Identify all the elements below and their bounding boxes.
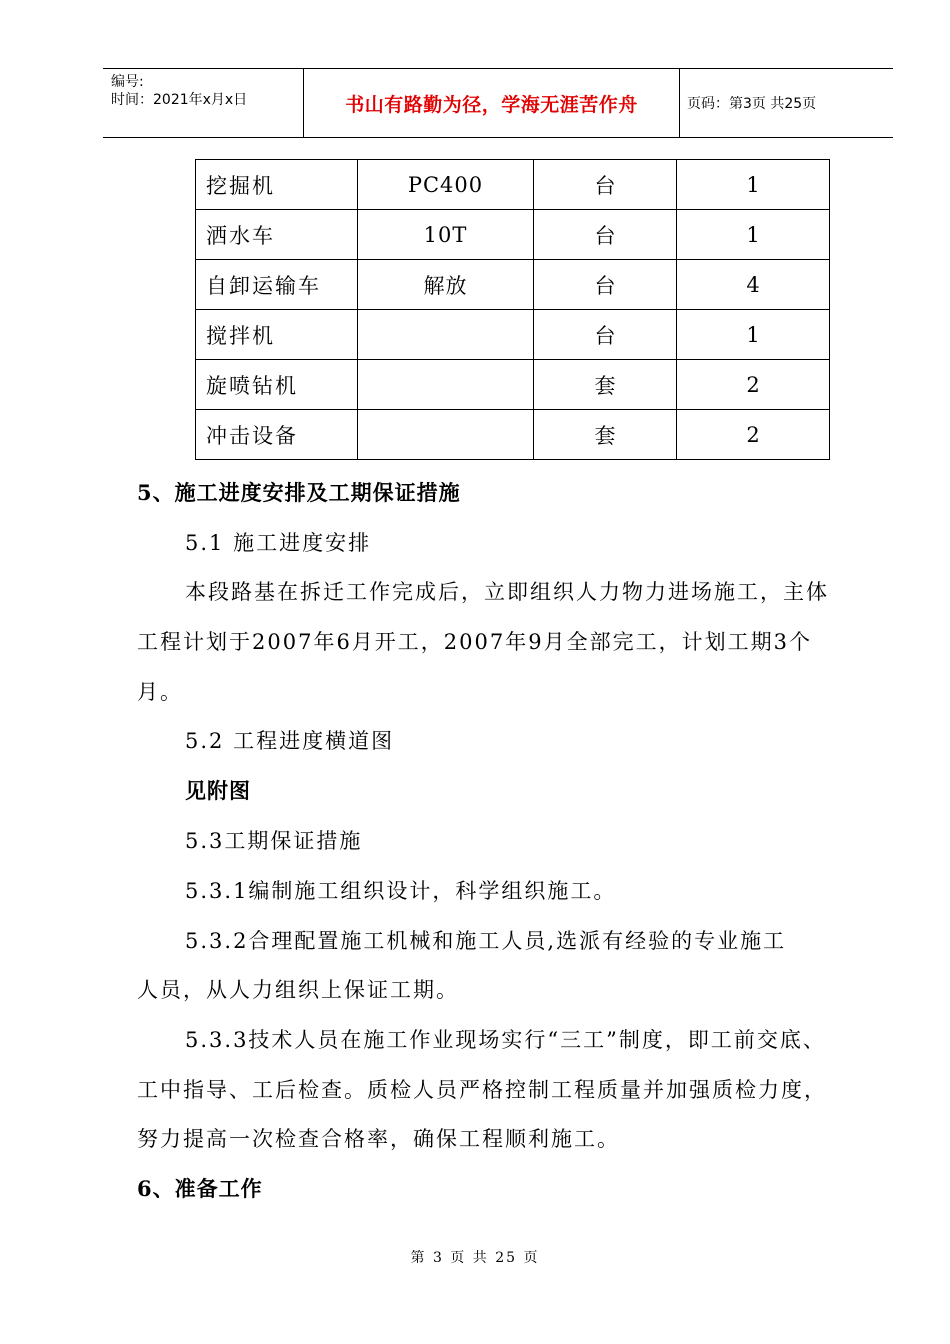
equipment-unit-cell: 台: [534, 160, 677, 210]
equipment-name-cell: 搅拌机: [196, 310, 358, 360]
table-row: [196, 310, 830, 360]
paragraph-line: 月。: [137, 680, 183, 704]
section-5-2-heading: 5.2 工程进度横道图: [185, 729, 395, 753]
equipment-qty-cell: 1: [677, 160, 830, 210]
equipment-name-cell: 旋喷钻机: [196, 360, 358, 410]
equipment-unit-cell: 台: [534, 210, 677, 260]
paragraph-line: 人员，从人力组织上保证工期。: [137, 978, 459, 1002]
equipment-name-cell: 挖掘机: [196, 160, 358, 210]
equipment-name-cell: 冲击设备: [196, 410, 358, 460]
equipment-qty-cell: 2: [677, 360, 830, 410]
table-row: [196, 410, 830, 460]
section-5-3-heading: 5.3工期保证措施: [185, 829, 363, 853]
paragraph-line: 5.3.1编制施工组织设计，科学组织施工。: [185, 879, 617, 903]
header-meta: [103, 69, 303, 137]
see-attached-note: 见附图: [185, 778, 251, 803]
equipment-unit-cell: 套: [534, 410, 677, 460]
equipment-name-cell: 洒水车: [196, 210, 358, 260]
paragraph-line: 5.3.3技术人员在施工作业现场实行“三工”制度，即工前交底、: [185, 1028, 826, 1052]
equipment-model-cell: PC400: [358, 160, 534, 210]
equipment-model-cell: 10T: [358, 210, 534, 260]
page-header: [103, 68, 893, 138]
equipment-model-cell: [358, 360, 534, 410]
equipment-qty-cell: 1: [677, 210, 830, 260]
paragraph-line: 工程计划于2007年6月开工，2007年9月全部完工，计划工期3个: [137, 630, 812, 654]
equipment-qty-cell: 2: [677, 410, 830, 460]
document-number-label: 编号:: [111, 74, 144, 90]
document-date: 时间：2021年x月x日: [111, 92, 248, 108]
equipment-model-cell: [358, 410, 534, 460]
table-row: [196, 360, 830, 410]
equipment-model-cell: 解放: [358, 260, 534, 310]
equipment-table: [195, 159, 830, 460]
table-row: [196, 160, 830, 210]
equipment-unit-cell: 套: [534, 360, 677, 410]
equipment-name-cell: 自卸运输车: [196, 260, 358, 310]
equipment-unit-cell: 台: [534, 260, 677, 310]
equipment-unit-cell: 台: [534, 310, 677, 360]
section-5-1-heading: 5.1 施工进度安排: [185, 531, 372, 555]
equipment-qty-cell: 4: [677, 260, 830, 310]
section-5-heading: 5、施工进度安排及工期保证措施: [137, 480, 461, 505]
table-row: [196, 210, 830, 260]
paragraph-line: 努力提高一次检查合格率，确保工程顺利施工。: [137, 1127, 620, 1151]
equipment-qty-cell: 1: [677, 310, 830, 360]
paragraph-line: 本段路基在拆迁工作完成后，立即组织人力物力进场施工，主体: [185, 580, 829, 604]
paragraph-line: 5.3.2合理配置施工机械和施工人员,选派有经验的专业施工: [185, 929, 787, 953]
section-6-heading: 6、准备工作: [137, 1176, 263, 1201]
page-footer: 第 3 页 共 25 页: [410, 1250, 540, 1266]
paragraph-line: 工中指导、工后检查。质检人员严格控制工程质量并加强质检力度，: [137, 1078, 827, 1102]
table-row: [196, 260, 830, 310]
equipment-model-cell: [358, 310, 534, 360]
header-motto: 书山有路勤为径，学海无涯苦作舟: [303, 69, 680, 137]
header-page-info: 页码：第3页 共25页: [687, 96, 817, 112]
